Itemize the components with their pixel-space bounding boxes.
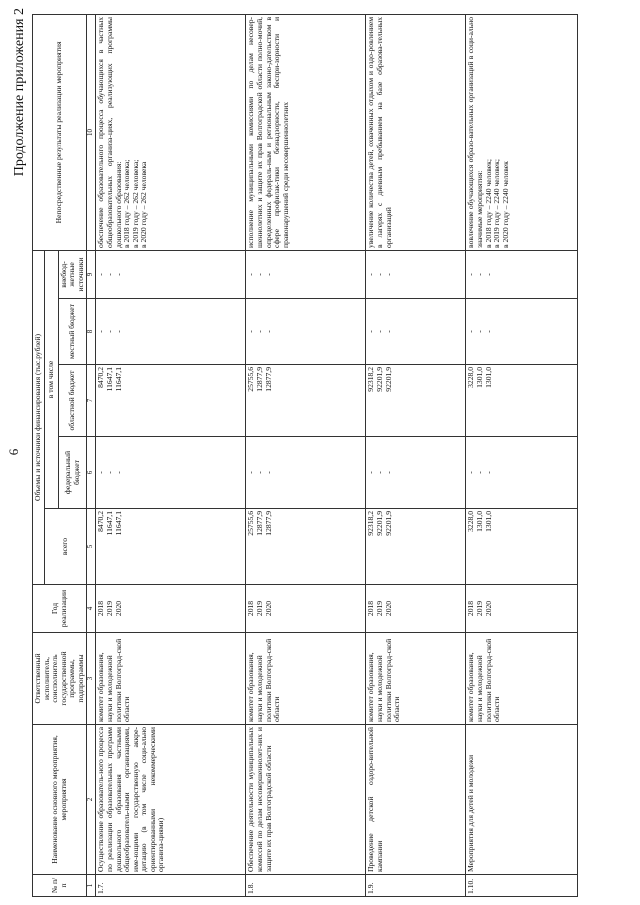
regional-values-line: 3228,0 <box>466 367 476 388</box>
column-number: 10 <box>87 14 96 250</box>
total-values-line: 8470,2 <box>96 511 106 532</box>
regional-values-line: 25755,6 <box>246 367 256 392</box>
year-values-line: 2018 <box>466 600 476 617</box>
federal-values <box>366 437 466 509</box>
executor: комитет образования, науки и молодежной политики Волгоград-ской области <box>96 633 246 725</box>
year-values-line: 2020 <box>263 600 273 617</box>
federal-values-line: - <box>96 471 106 474</box>
federal-values-line: - <box>466 471 476 474</box>
year-values-line: 2018 <box>96 600 106 617</box>
local-values-line: - <box>483 330 493 333</box>
table-row <box>366 14 466 896</box>
total-values-line: 3228,0 <box>466 511 476 532</box>
federal-values <box>246 437 366 509</box>
column-number: 3 <box>87 633 96 725</box>
funding-table <box>32 14 578 897</box>
federal-values-line: - <box>483 471 493 474</box>
executor: комитет образования, науки и молодежной политики Волгоград-ской области <box>246 633 366 725</box>
result-line: в 2020 году – 2240 человек <box>500 161 510 248</box>
regional-values-line: 11647,1 <box>104 367 114 392</box>
total-values-line: 1301,0 <box>483 511 493 532</box>
regional-values-line: 92201,9 <box>374 367 384 392</box>
regional-values-line: 1301,0 <box>483 367 493 388</box>
year-values <box>96 585 246 633</box>
total-values <box>466 509 578 585</box>
year-values <box>466 585 578 633</box>
federal-values-line: - <box>254 471 264 474</box>
header-row-1 <box>33 14 45 896</box>
local-values-line: - <box>374 330 384 333</box>
extrabudget-values-line: - <box>466 273 476 276</box>
local-values-line: - <box>246 330 256 333</box>
table-row <box>246 14 366 896</box>
federal-values-line: - <box>113 471 123 474</box>
extrabudget-values-line: - <box>366 273 376 276</box>
result-description <box>366 14 466 250</box>
activity-name: Мероприятия для детей и молодежи <box>466 725 578 875</box>
row-number: 1.9. <box>366 875 466 897</box>
regional-values-line: 11647,1 <box>113 367 123 392</box>
row-number: 1.8. <box>246 875 366 897</box>
regional-values <box>96 365 246 437</box>
header-year: Год реализации <box>33 585 87 633</box>
year-values <box>366 585 466 633</box>
local-values-line: - <box>466 330 476 333</box>
column-number: 5 <box>87 509 96 585</box>
result-line: обеспечение образовательного процесса обучающихся в частных общеобразовательных организа-циях, реализующих программы дошкольного образования: <box>96 16 123 248</box>
extrabudget-values-line: - <box>113 273 123 276</box>
extrabudget-values-line: - <box>263 273 273 276</box>
header-including: в том числе <box>44 250 58 508</box>
extrabudget-values-line: - <box>254 273 264 276</box>
result-line: в 2020 году – 262 человека <box>139 161 149 248</box>
result-line: в 2019 году – 2240 человек; <box>492 159 502 248</box>
result-line: в 2018 году – 262 человека; <box>122 159 132 248</box>
local-values-line: - <box>104 330 114 333</box>
year-values-line: 2020 <box>483 600 493 617</box>
regional-values <box>366 365 466 437</box>
column-number: 6 <box>87 437 96 509</box>
federal-values-line: - <box>263 471 273 474</box>
extrabudget-values <box>366 250 466 298</box>
year-values-line: 2020 <box>383 600 393 617</box>
header-name: Наименование основного мероприятия, мероприятия <box>33 725 87 875</box>
regional-values <box>466 365 578 437</box>
local-values-line: - <box>263 330 273 333</box>
header-regional: областной бюджет <box>58 365 87 437</box>
regional-values-line: 92318,2 <box>366 367 376 392</box>
total-values-line: 92318,2 <box>366 511 376 536</box>
extrabudget-values <box>466 250 578 298</box>
local-values <box>366 299 466 365</box>
local-values-line: - <box>383 330 393 333</box>
local-values <box>246 299 366 365</box>
column-number: 7 <box>87 365 96 437</box>
column-number-row <box>87 14 96 896</box>
federal-values <box>466 437 578 509</box>
extrabudget-values-line: - <box>104 273 114 276</box>
header-extrabudget: внебюд-жетные источники <box>58 250 87 298</box>
column-number: 4 <box>87 585 96 633</box>
local-values-line: - <box>254 330 264 333</box>
total-values-line: 92201,9 <box>374 511 384 536</box>
federal-values-line: - <box>104 471 114 474</box>
header-federal: федеральный бюджет <box>58 437 87 509</box>
activity-name: Осуществление образователь-ного процесса по реализации образовательных программ дошкольного образования частными общеобразователь-ными организациями, име-ющими государственную аккре-дитацию (в том числе соци-ально ориентированными некоммерческими организа-циями) <box>96 725 246 875</box>
executor: комитет образования, науки и молодежной политики Волгоград-ской области <box>466 633 578 725</box>
federal-values-line: - <box>383 471 393 474</box>
result-line: в 2018 году – 2240 человек; <box>483 159 493 248</box>
header-funding: Объемы и источники финансирования (тыс.рублей) <box>33 250 45 584</box>
local-values-line: - <box>474 330 484 333</box>
regional-values-line: 8470,2 <box>96 367 106 388</box>
result-description <box>96 14 246 250</box>
local-values <box>96 299 246 365</box>
header-local: местный бюджет <box>58 299 87 365</box>
total-values <box>96 509 246 585</box>
column-number: 2 <box>87 725 96 875</box>
regional-values <box>246 365 366 437</box>
federal-values-line: - <box>474 471 484 474</box>
activity-name: Обеспечение деятельности муниципальных комиссий по делам несовершеннолет-них и защите их прав Волгоградской области <box>246 725 366 875</box>
total-values-line: 25755,6 <box>246 511 256 536</box>
local-values <box>466 299 578 365</box>
table-row <box>96 14 246 896</box>
year-values-line: 2019 <box>254 600 264 617</box>
year-values-line: 2018 <box>366 600 376 617</box>
year-values-line: 2019 <box>474 600 484 617</box>
local-values-line: - <box>96 330 106 333</box>
year-values-line: 2018 <box>246 600 256 617</box>
result-line: увеличение количества детей, охваченных отдыхом и оздо-ровлением в лагерях с дневным пребыванием на базе образова-тельных организаций <box>366 16 393 248</box>
row-number: 1.10. <box>466 875 578 897</box>
year-values-line: 2019 <box>104 600 114 617</box>
header-num: № п/п <box>33 875 87 897</box>
total-values-line: 12877,9 <box>263 511 273 536</box>
total-values-line: 1301,0 <box>474 511 484 532</box>
column-number: 1 <box>87 875 96 897</box>
extrabudget-values-line: - <box>96 273 106 276</box>
extrabudget-values <box>96 250 246 298</box>
result-line: исполнение муниципальными комиссиями по делам несовер-шеннолетних и защите их прав Волгоградской области полно-мочий, определенных федераль-ным и региональным законо-дательством в сфере профилак-тики безнадзорности, беспри-зорности и правонарушений среди несовершеннолетних <box>246 16 290 248</box>
year-values-line: 2020 <box>113 600 123 617</box>
year-values-line: 2019 <box>374 600 384 617</box>
federal-values <box>96 437 246 509</box>
extrabudget-values-line: - <box>246 273 256 276</box>
local-values-line: - <box>366 330 376 333</box>
regional-values-line: 1301,0 <box>474 367 484 388</box>
executor: комитет образования, науки и молодежной политики Волгоград-ской области <box>366 633 466 725</box>
regional-values-line: 92201,9 <box>383 367 393 392</box>
total-values-line: 92201,9 <box>383 511 393 536</box>
activity-name: Проведение детской оздоро-вительной кампании <box>366 725 466 875</box>
federal-values-line: - <box>246 471 256 474</box>
local-values-line: - <box>113 330 123 333</box>
column-number: 8 <box>87 299 96 365</box>
total-values <box>246 509 366 585</box>
total-values-line: 11647,1 <box>113 511 123 536</box>
header-total: всего <box>44 509 87 585</box>
extrabudget-values <box>246 250 366 298</box>
column-number: 9 <box>87 250 96 298</box>
federal-values-line: - <box>374 471 384 474</box>
row-number: 1.7. <box>96 875 246 897</box>
header-executor: Ответственный исполнитель, соисполнитель государственной программы, подпрограммы <box>33 633 87 725</box>
extrabudget-values-line: - <box>483 273 493 276</box>
extrabudget-values-line: - <box>383 273 393 276</box>
result-description <box>246 14 366 250</box>
total-values-line: 12877,9 <box>254 511 264 536</box>
result-line: в 2019 году – 262 человека; <box>130 159 140 248</box>
regional-values-line: 12877,9 <box>263 367 273 392</box>
year-values <box>246 585 366 633</box>
result-description <box>466 14 578 250</box>
header-result: Непосредственные результаты реализации мероприятия <box>33 14 87 250</box>
regional-values-line: 12877,9 <box>254 367 264 392</box>
extrabudget-values-line: - <box>474 273 484 276</box>
result-line: вовлечение обучающихся образо-вательных организаций в соци-ально значимые мероприятия: <box>466 16 484 248</box>
total-values-line: 11647,1 <box>104 511 114 536</box>
appendix-label: Продолжение приложения 2 <box>12 8 27 177</box>
table-row <box>466 14 578 896</box>
federal-values-line: - <box>366 471 376 474</box>
page-number: 6 <box>6 448 21 456</box>
total-values <box>366 509 466 585</box>
extrabudget-values-line: - <box>374 273 384 276</box>
